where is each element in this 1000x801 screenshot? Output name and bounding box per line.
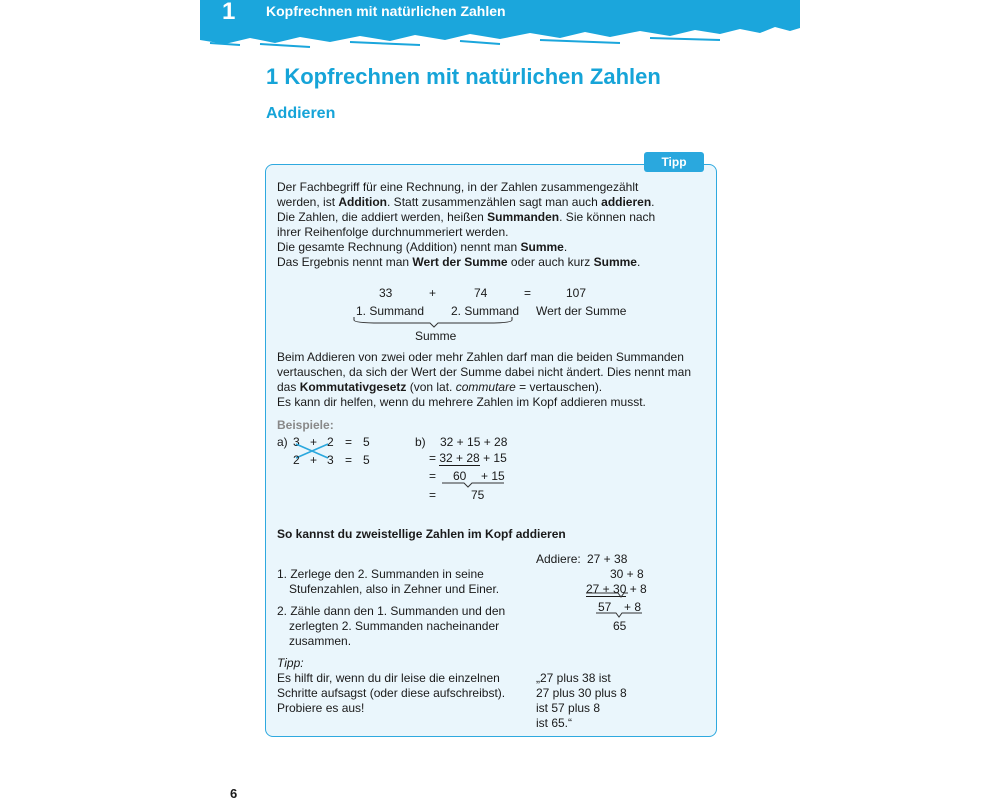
calc-row-5: 65 (613, 619, 627, 633)
example-b-row-3-rest: + 15 (481, 469, 505, 483)
diagram-number-1: 33 (379, 286, 393, 300)
example-b-label: b) (415, 435, 426, 449)
intro-line-5: Die gesamte Rechnung (Addition) nennt man Summe. (277, 240, 568, 254)
diagram-label-value: Wert der Summe (536, 304, 627, 318)
diagram-equals: = (524, 286, 532, 300)
example-b-row-1: 32 + 15 + 28 (440, 435, 508, 449)
tip-line-1: Es hilft dir, wenn du dir leise die einzelnen (277, 671, 500, 685)
intro-line-1: Der Fachbegriff für eine Rechnung, in der Zahlen zusammengezählt (277, 180, 639, 194)
calc-row-1: 27 + 38 (587, 552, 628, 566)
example-a-r1-c5: 5 (363, 435, 370, 449)
example-b-eq-3: = (429, 469, 437, 483)
calc-row-4-value: 57 (598, 600, 612, 614)
tip-line-3: Probiere es aus! (277, 701, 365, 715)
example-a-r2-c5: 5 (363, 453, 370, 467)
example-a-r1-c4: = (345, 435, 353, 449)
diagram-label-summand-1: 1. Summand (356, 304, 425, 318)
tip-quote-line-4: ist 65.“ (536, 716, 573, 730)
example-a-r1-c2: + (310, 435, 318, 449)
example-b-row-3-value: 60 (453, 469, 467, 483)
commutative-line-4: Es kann dir helfen, wenn du mehrere Zahlen im Kopf addieren musst. (277, 395, 646, 409)
tip-tag: Tipp (644, 152, 704, 172)
tip-quote-line-3: ist 57 plus 8 (536, 701, 601, 715)
tip-quote-line-1: „27 plus 38 ist (536, 671, 611, 685)
intro-line-3: Die Zahlen, die addiert werden, heißen Summanden. Sie können nach (277, 210, 656, 224)
tip-heading: Tipp: (277, 656, 304, 670)
example-b-row-4-value: 75 (471, 488, 485, 502)
intro-line-4: ihrer Reihenfolge durchnummeriert werden. (277, 225, 509, 239)
example-a-r2-c1: 2 (293, 453, 300, 467)
diagram-result: 107 (566, 286, 587, 300)
examples-heading: Beispiele: (277, 418, 334, 432)
summe-brace (350, 316, 520, 328)
commutative-line-1: Beim Addieren von zwei oder mehr Zahlen darf man die beiden Summanden (277, 350, 684, 364)
commutative-line-3: das Kommutativgesetz (von lat. commutare = vertauschen). (277, 380, 603, 394)
calc-row-4-rest: + 8 (624, 600, 642, 614)
page-number: 6 (230, 786, 238, 801)
diagram-label-summand-2: 2. Summand (451, 304, 520, 318)
method-step-2-line-2: zerlegten 2. Summanden nacheinander (289, 619, 500, 633)
example-a-r2-c3: 3 (327, 453, 334, 467)
calc-brace-1 (584, 592, 644, 600)
example-b-row-2: = 32 + 28 + 15 (429, 451, 507, 465)
diagram-label-sum: Summe (415, 329, 457, 343)
diagram-number-2: 74 (474, 286, 488, 300)
example-a-r1-c1: 3 (293, 435, 300, 449)
method-step-2-line-1: 2. Zähle dann den 1. Summanden und den (277, 604, 506, 618)
page-title: 1 Kopfrechnen mit natürlichen Zahlen (266, 64, 661, 89)
method-step-2-line-3: zusammen. (289, 634, 352, 648)
tip-quote-line-2: 27 plus 30 plus 8 (536, 686, 627, 700)
diagram-plus: + (429, 286, 437, 300)
section-title: Addieren (266, 105, 336, 122)
intro-line-2: werden, ist Addition. Statt zusammenzählen sagt man auch addieren. (277, 195, 655, 209)
calc-row-2: 30 + 8 (610, 567, 644, 581)
tip-line-2: Schritte aufsagst (oder diese aufschreibst). (277, 686, 506, 700)
chapter-number: 1 (222, 0, 236, 25)
calc-row-3: 27 + 30 + 8 (586, 582, 647, 596)
example-a-r2-c4: = (345, 453, 353, 467)
example-a-r1-c3: 2 (327, 435, 334, 449)
intro-line-6: Das Ergebnis nennt man Wert der Summe oder auch kurz Summe. (277, 255, 641, 269)
chapter-title: Kopfrechnen mit natürlichen Zahlen (266, 3, 506, 19)
example-a-label: a) (277, 435, 288, 449)
commutative-line-2: vertauschen, da sich der Wert der Summe dabei nicht ändert. Dies nennt man (277, 365, 691, 379)
method-step-1-line-1: 1. Zerlege den 2. Summanden in seine (277, 567, 484, 581)
method-step-1-line-2: Stufenzahlen, also in Zehner und Einer. (289, 582, 500, 596)
method-heading: So kannst du zweistellige Zahlen im Kopf addieren (277, 527, 566, 541)
example-b-eq-4: = (429, 488, 437, 502)
example-a-r2-c2: + (310, 453, 318, 467)
calc-label: Addiere: (536, 552, 581, 566)
